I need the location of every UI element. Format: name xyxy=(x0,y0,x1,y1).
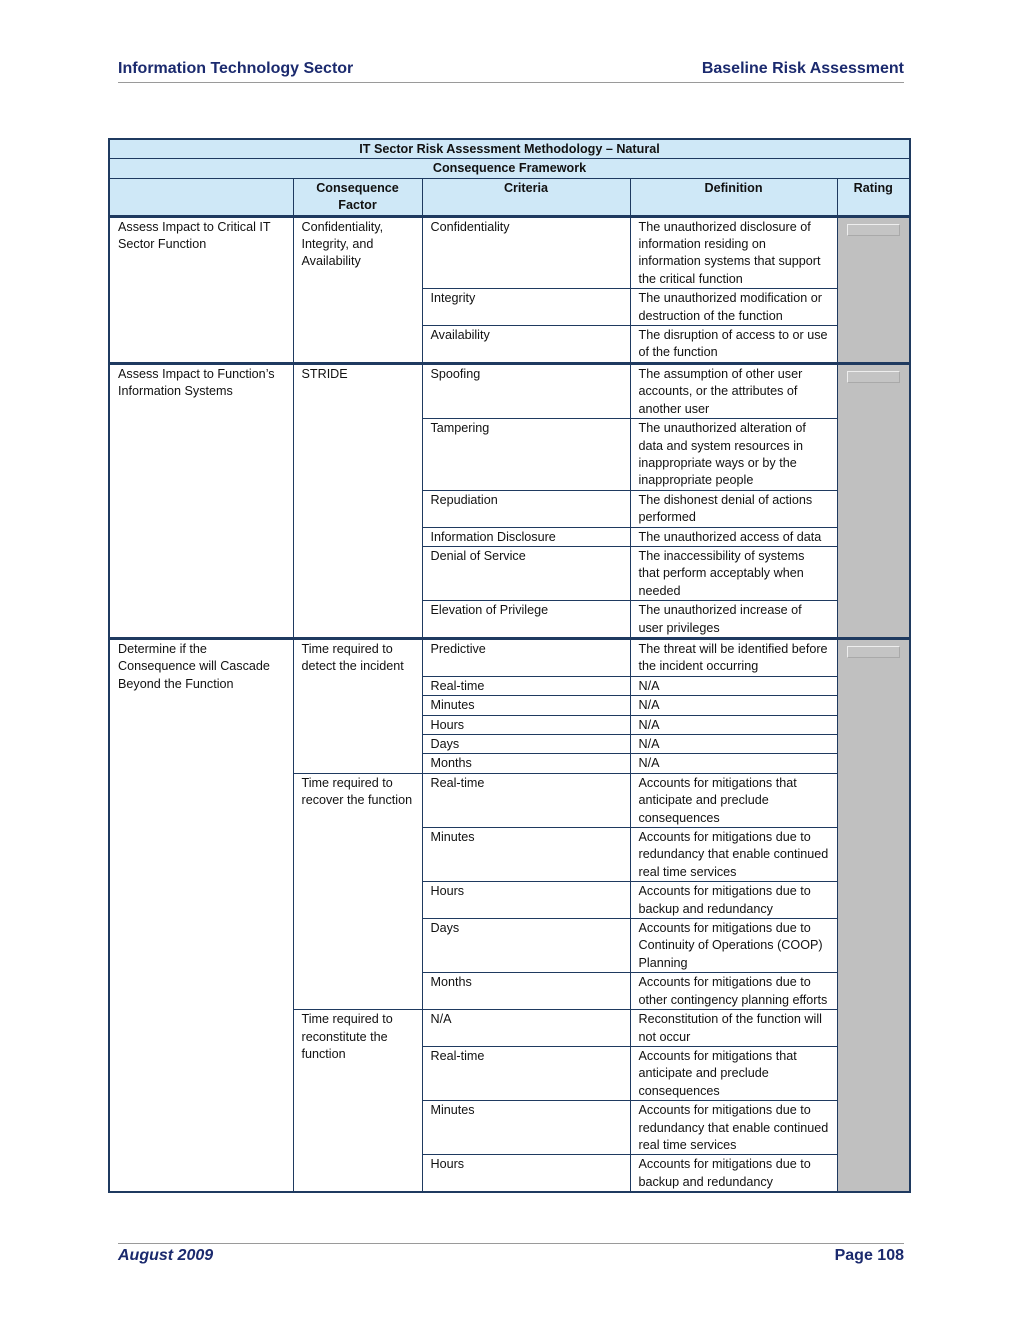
criteria-cell: Integrity xyxy=(422,289,630,326)
table-subtitle: Consequence Framework xyxy=(109,159,910,178)
footer-date: August 2009 xyxy=(118,1247,214,1264)
criteria-cell: Availability xyxy=(422,326,630,364)
consequence-factor-cell: Time required to recover the function xyxy=(293,773,422,1009)
criteria-cell: Hours xyxy=(422,882,630,919)
definition-cell: Reconstitution of the function will not occur xyxy=(630,1010,837,1047)
rating-input-field[interactable] xyxy=(847,224,901,236)
consequence-factor-cell: Time required to detect the incident xyxy=(293,638,422,773)
page-footer xyxy=(118,1247,904,1265)
rating-cell xyxy=(837,363,910,638)
consequence-factor-cell: Confidentiality, Integrity, and Availability xyxy=(293,216,422,363)
criteria-cell: N/A xyxy=(422,1010,630,1047)
criteria-cell: Real-time xyxy=(422,773,630,827)
definition-cell: N/A xyxy=(630,735,837,754)
criteria-cell: Minutes xyxy=(422,1101,630,1155)
definition-cell: The unauthorized alteration of data and system resources in inappropriate ways or by the inappropriate people xyxy=(630,419,837,491)
criteria-cell: Months xyxy=(422,754,630,773)
consequence-factor-cell: STRIDE xyxy=(293,363,422,638)
definition-cell: Accounts for mitigations due to backup and redundancy xyxy=(630,882,837,919)
definition-cell: N/A xyxy=(630,715,837,734)
header-divider xyxy=(118,82,904,83)
criteria-cell: Hours xyxy=(422,715,630,734)
criteria-cell: Days xyxy=(422,735,630,754)
consequence-factor-cell: Time required to reconstitute the function xyxy=(293,1010,422,1193)
criteria-cell: Days xyxy=(422,919,630,973)
table-row xyxy=(109,363,910,418)
definition-cell: Accounts for mitigations that anticipate and preclude consequences xyxy=(630,773,837,827)
criteria-cell: Minutes xyxy=(422,696,630,715)
assessment-step-cell: Determine if the Consequence will Cascade Beyond the Function xyxy=(109,638,293,1192)
table-row xyxy=(109,638,910,676)
definition-cell: N/A xyxy=(630,696,837,715)
table-title: IT Sector Risk Assessment Methodology – Natural xyxy=(109,139,910,159)
table-row xyxy=(109,216,910,289)
column-header-consequence-factor: Consequence Factor xyxy=(293,178,422,216)
footer-divider xyxy=(118,1243,904,1244)
definition-cell: The dishonest denial of actions performed xyxy=(630,490,837,527)
definition-cell: N/A xyxy=(630,676,837,695)
criteria-cell: Spoofing xyxy=(422,363,630,418)
definition-cell: Accounts for mitigations due to redundancy that enable continued real time services xyxy=(630,1101,837,1155)
header-document-title: Baseline Risk Assessment xyxy=(701,60,904,77)
criteria-cell: Minutes xyxy=(422,828,630,882)
definition-cell: The unauthorized increase of user privileges xyxy=(630,601,837,639)
criteria-cell: Denial of Service xyxy=(422,546,630,600)
column-header-step xyxy=(109,178,293,216)
definition-cell: Accounts for mitigations due to backup and redundancy xyxy=(630,1155,837,1192)
criteria-cell: Predictive xyxy=(422,638,630,676)
definition-cell: The threat will be identified before the incident occurring xyxy=(630,638,837,676)
rating-input-field[interactable] xyxy=(847,371,901,383)
criteria-cell: Tampering xyxy=(422,419,630,491)
definition-cell: Accounts for mitigations due to Continuity of Operations (COOP) Planning xyxy=(630,919,837,973)
criteria-cell: Information Disclosure xyxy=(422,527,630,546)
criteria-cell: Elevation of Privilege xyxy=(422,601,630,639)
definition-cell: The unauthorized access of data xyxy=(630,527,837,546)
definition-cell: The disruption of access to or use of the function xyxy=(630,326,837,364)
definition-cell: The inaccessibility of systems that perform acceptably when needed xyxy=(630,546,837,600)
definition-cell: The unauthorized disclosure of information residing on information systems that support the critical function xyxy=(630,216,837,289)
definition-cell: Accounts for mitigations that anticipate and preclude consequences xyxy=(630,1046,837,1100)
assessment-step-cell: Assess Impact to Function’s Information Systems xyxy=(109,363,293,638)
column-header-criteria: Criteria xyxy=(422,178,630,216)
page-header xyxy=(118,60,904,78)
criteria-cell: Real-time xyxy=(422,676,630,695)
criteria-cell: Confidentiality xyxy=(422,216,630,289)
assessment-step-cell: Assess Impact to Critical IT Sector Function xyxy=(109,216,293,363)
definition-cell: The assumption of other user accounts, or the attributes of another user xyxy=(630,363,837,418)
criteria-cell: Months xyxy=(422,973,630,1010)
column-header-rating: Rating xyxy=(837,178,910,216)
footer-page-number: Page 108 xyxy=(834,1247,904,1264)
definition-cell: The unauthorized modification or destruction of the function xyxy=(630,289,837,326)
table-body xyxy=(109,216,910,1192)
rating-cell xyxy=(837,638,910,1192)
definition-cell: Accounts for mitigations due to other contingency planning efforts xyxy=(630,973,837,1010)
criteria-cell: Hours xyxy=(422,1155,630,1192)
rating-input-field[interactable] xyxy=(847,646,901,658)
header-sector-title: Information Technology Sector xyxy=(118,60,354,77)
criteria-cell: Real-time xyxy=(422,1046,630,1100)
definition-cell: Accounts for mitigations due to redundancy that enable continued real time services xyxy=(630,828,837,882)
risk-assessment-table xyxy=(108,138,911,1193)
definition-cell: N/A xyxy=(630,754,837,773)
column-header-definition: Definition xyxy=(630,178,837,216)
rating-cell xyxy=(837,216,910,363)
criteria-cell: Repudiation xyxy=(422,490,630,527)
